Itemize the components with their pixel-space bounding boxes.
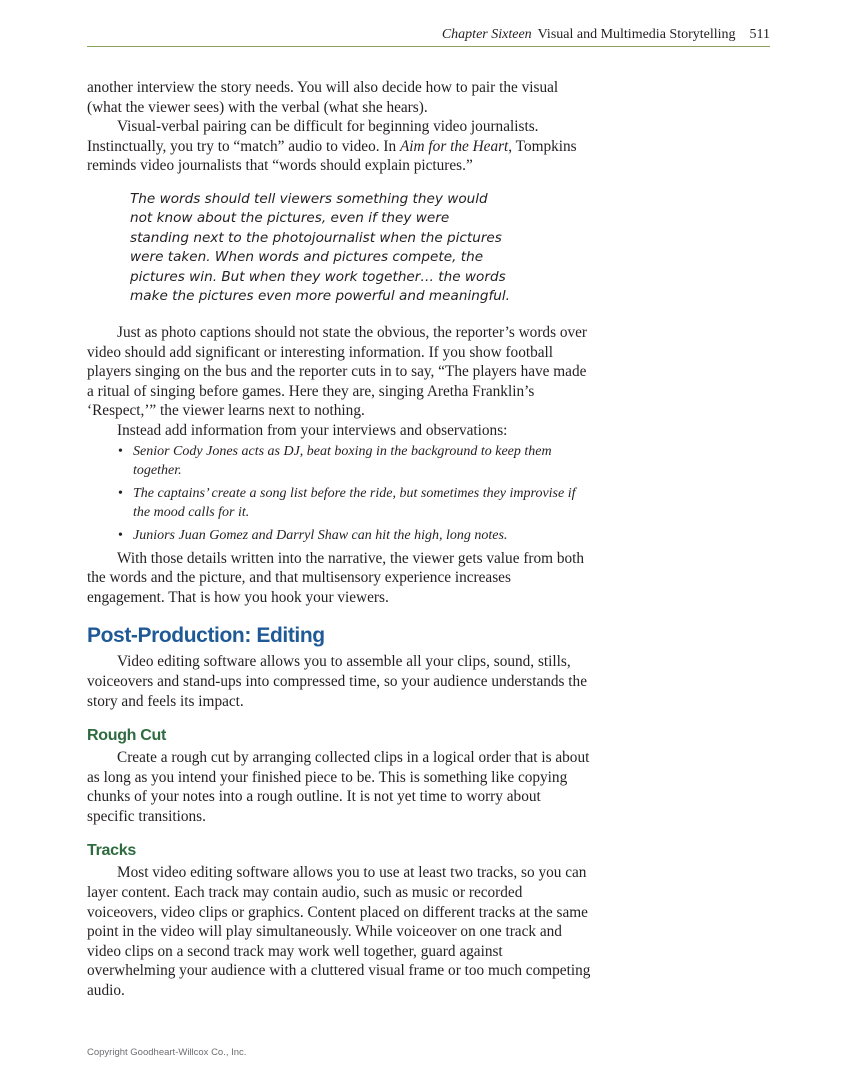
bullet-icon: • (118, 443, 123, 459)
list-item-text: Juniors Juan Gomez and Darryl Shaw can hit the high, long notes. (133, 527, 508, 543)
block-quote: The words should tell viewers something they would not know about the pictures, even if they were standing next to the photojournalist when the pictures were taken. When words and pictures compete, the pictures win. But when they work together… the words make the pictures even more powerful and meaningful. (130, 190, 510, 305)
chapter-label: Chapter Sixteen (441, 27, 532, 42)
paragraph: Instead add information from your interviews and observations: (117, 421, 508, 439)
subheading-rough-cut: Rough Cut (87, 727, 167, 745)
list-item-text: Senior Cody Jones acts as DJ, beat boxing in the background to keep them together. (133, 443, 552, 478)
page-body (87, 78, 592, 1001)
subheading-tracks: Tracks (87, 842, 136, 860)
paragraph-text: Visual-verbal pairing can be difficult for beginning video journalists. Instinctually, you try to “match” audio to video. In (87, 118, 539, 155)
paragraph-text: , Tompkins reminds video journalists that “words should explain pictures.” (87, 137, 577, 175)
bullet-icon: • (118, 527, 123, 543)
paragraph (87, 117, 592, 176)
paragraph: Video editing software allows you to assemble all your clips, sound, stills, voiceovers and stand-ups into compressed time, so your audience understands the story and feels its impact. (87, 653, 587, 710)
bullet-list (117, 442, 592, 545)
list-item (117, 442, 592, 480)
copyright-footer: Copyright Goodheart-Willcox Co., Inc. (87, 1047, 247, 1058)
list-item-text: The captains’ create a song list before the ride, but sometimes they improvise if the mood calls for it. (133, 485, 576, 520)
paragraph: another interview the story needs. You will also decide how to pair the visual (what the viewer sees) with the verbal (what she hears). (87, 79, 559, 116)
paragraph: With those details written into the narrative, the viewer gets value from both the words and the picture, and that multisensory experience increases engagement. That is how you hook your viewers. (87, 549, 585, 606)
chapter-title: Visual and Multimedia Storytelling (537, 27, 736, 42)
list-item (117, 526, 592, 545)
paragraph: Create a rough cut by arranging collected clips in a logical order that is about as long as you intend your finished piece to be. This is something like copying chunks of your notes into a rough outline. It is not yet time to worry about specific transitions. (87, 749, 590, 825)
page-number: 511 (749, 27, 770, 42)
list-item (117, 484, 592, 522)
paragraph: Most video editing software allows you to use at least two tracks, so you can layer content. Each track may contain audio, such as music or recorded voiceovers, video clips or graphics. Content placed on different tracks at the same point in the video will play simultaneously. While voiceover on one track and video clips on a second track may work well together, guard against overwhelming your audience with a cluttered visual frame or too much competing audio. (87, 864, 591, 1000)
bullet-icon: • (118, 485, 123, 501)
paragraph: Just as photo captions should not state the obvious, the reporter’s words over video should add significant or interesting information. If you show football players singing on the bus and the reporter cuts in to say, “The players have made a ritual of singing before games. Here they are, singing Aretha Franklin’s ‘Respect,’” the viewer learns next to nothing. (87, 323, 588, 420)
section-heading: Post-Production: Editing (87, 624, 325, 648)
running-head (87, 27, 770, 47)
book-title: Aim for the Heart (399, 137, 509, 155)
